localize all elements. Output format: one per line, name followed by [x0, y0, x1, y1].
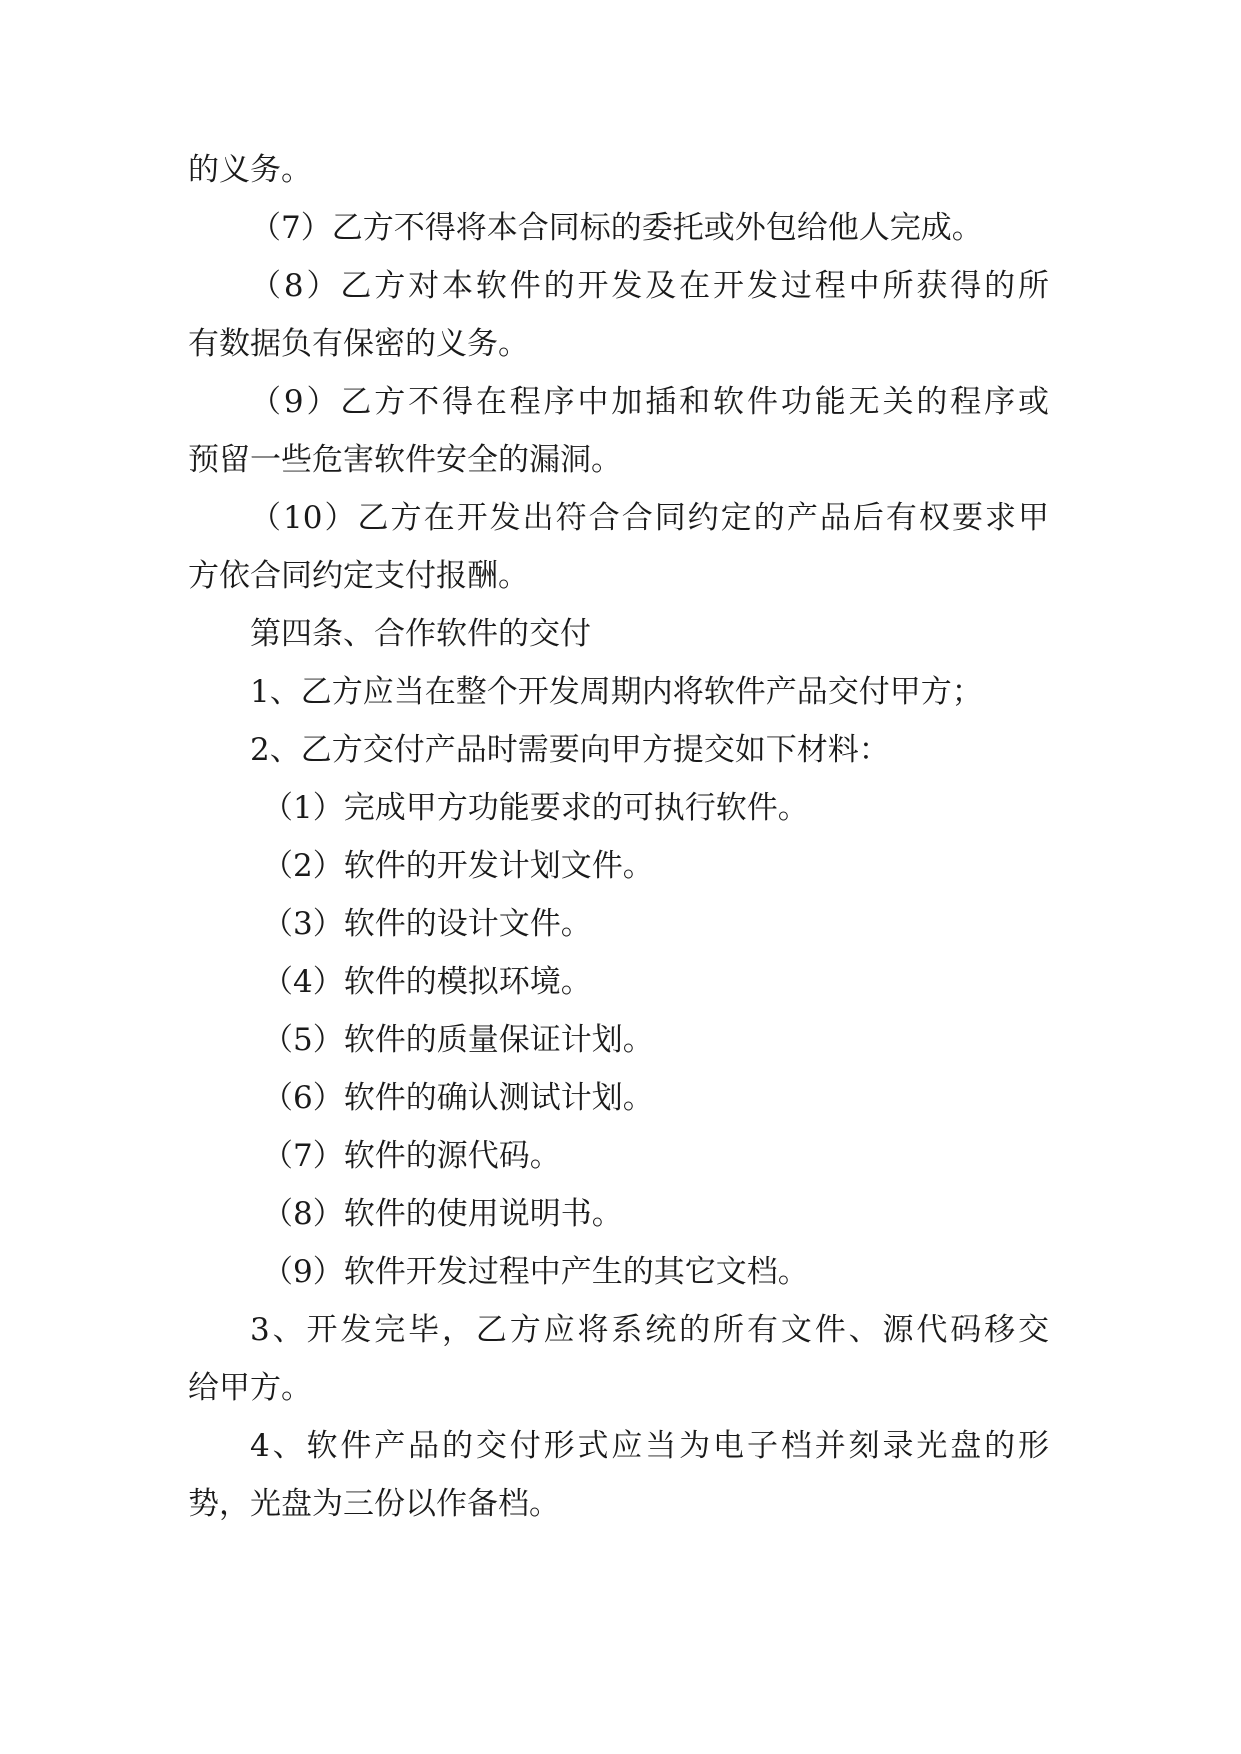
text-line-5: （9）乙方不得在程序中加插和软件功能无关的程序或 [250, 384, 1049, 420]
list-item-6: （6）软件的确认测试计划。 [262, 1080, 654, 1116]
text-line-3: （8）乙方对本软件的开发及在开发过程中所获得的所 [250, 268, 1049, 304]
list-item-7: （7）软件的源代码。 [262, 1138, 561, 1174]
text-line-11: 2、乙方交付产品时需要向甲方提交如下材料： [250, 732, 890, 768]
list-item-4: （4）软件的模拟环境。 [262, 964, 592, 1000]
section-heading: 第四条、合作软件的交付 [250, 616, 591, 652]
text-line-23: 4、软件产品的交付形式应当为电子档并刻录光盘的形 [250, 1428, 1049, 1464]
text-line-7: （10）乙方在开发出符合合同约定的产品后有权要求甲 [250, 500, 1049, 536]
text-line-10: 1、乙方应当在整个开发周期内将软件产品交付甲方； [250, 674, 983, 710]
list-item-5: （5）软件的质量保证计划。 [262, 1022, 654, 1058]
list-item-3: （3）软件的设计文件。 [262, 906, 592, 942]
text-line-22: 给甲方。 [188, 1370, 312, 1406]
text-line-1: 的义务。 [188, 152, 312, 188]
list-item-9: （9）软件开发过程中产生的其它文档。 [262, 1254, 809, 1290]
list-item-8: （8）软件的使用说明书。 [262, 1196, 623, 1232]
list-item-2: （2）软件的开发计划文件。 [262, 848, 654, 884]
text-line-2: （7）乙方不得将本合同标的委托或外包给他人完成。 [250, 210, 983, 246]
text-line-6: 预留一些危害软件安全的漏洞。 [188, 442, 622, 478]
text-line-8: 方依合同约定支付报酬。 [188, 558, 529, 594]
text-line-24: 势，光盘为三份以作备档。 [188, 1486, 560, 1522]
list-item-1: （1）完成甲方功能要求的可执行软件。 [262, 790, 809, 826]
text-line-4: 有数据负有保密的义务。 [188, 326, 529, 362]
text-line-21: 3、开发完毕，乙方应将系统的所有文件、源代码移交 [250, 1312, 1049, 1348]
